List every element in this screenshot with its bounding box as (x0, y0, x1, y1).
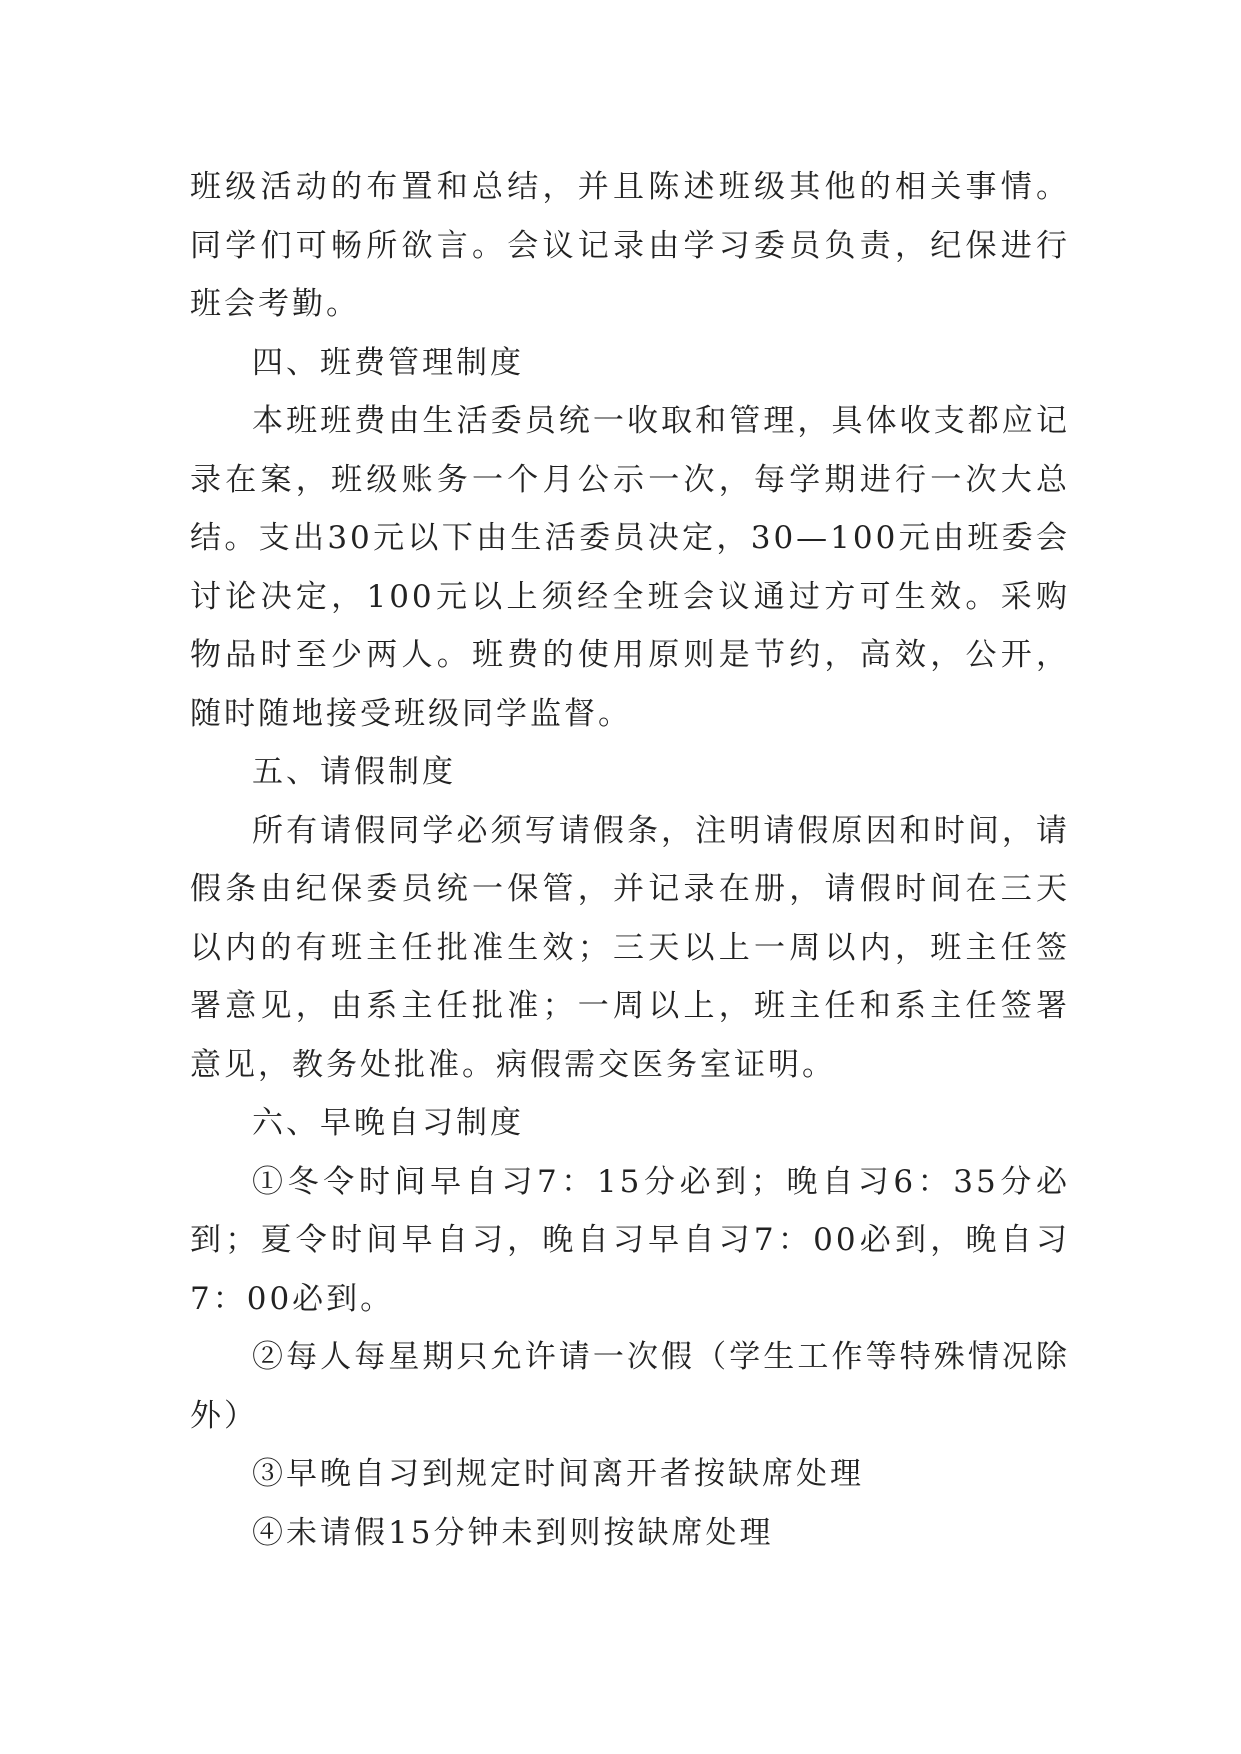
paragraph-self-study-4: ④未请假15分钟未到则按缺席处理 (252, 1514, 774, 1551)
paragraph-self-study-1: ①冬令时间早自习7：15分必到；晚自习6：35分必到；夏令时间早自习，晚自习早自习7：00必到，晚自习7：00必到。 (190, 1163, 1070, 1317)
document-body (190, 158, 1070, 1562)
section-heading-class-fee: 四、班费管理制度 (252, 344, 524, 381)
paragraph-class-meeting-end: 班级活动的布置和总结，并且陈述班级其他的相关事情。同学们可畅所欲言。会议记录由学习委员负责，纪保进行班会考勤。 (190, 169, 1070, 322)
paragraph-self-study-3: ③早晚自习到规定时间离开者按缺席处理 (252, 1456, 864, 1492)
section-heading-self-study: 六、早晚自习制度 (252, 1105, 524, 1141)
paragraph-leave: 所有请假同学必须写请假条，注明请假原因和时间，请假条由纪保委员统一保管，并记录在册，请假时间在三天以内的有班主任批准生效；三天以上一周以内，班主任签署意见，由系主任批准；一周以上，班主任和系主任签署意见，教务处批准。病假需交医务室证明。 (190, 812, 1070, 1083)
section-heading-leave: 五、请假制度 (252, 754, 456, 790)
paragraph-self-study-2: ②每人每星期只允许请一次假（学生工作等特殊情况除外） (190, 1339, 1070, 1434)
paragraph-class-fee: 本班班费由生活委员统一收取和管理，具体收支都应记录在案，班级账务一个月公示一次，每学期进行一次大总结。支出30元以下由生活委员决定，30—100元由班委会讨论决定，100元以上须经全班会议通过方可生效。采购物品时至少两人。班费的使用原则是节约，高效，公开，随时随地接受班级同学监督。 (190, 403, 1070, 732)
